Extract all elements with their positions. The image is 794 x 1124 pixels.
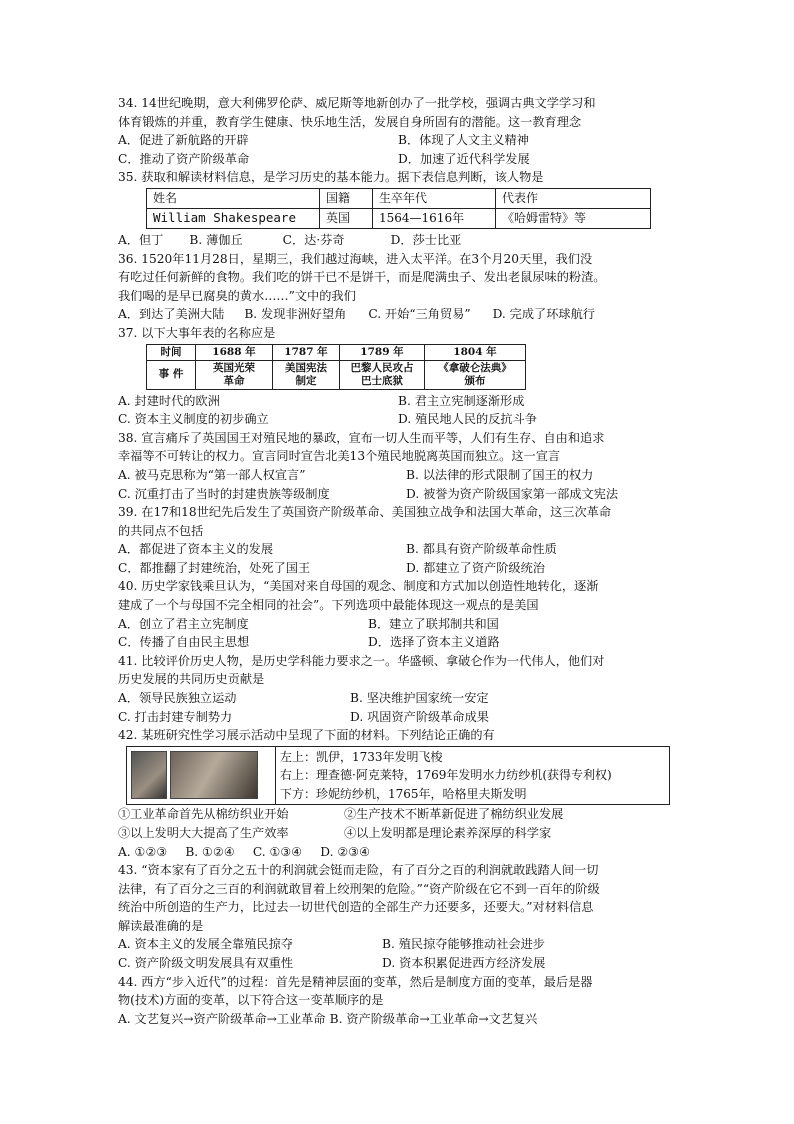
- question-stem: 42. 某班研究性学习展示活动中呈现了下面的材料。下列结论正确的有: [118, 728, 495, 743]
- option-d: D. 都建立了资产阶级统治: [406, 560, 545, 575]
- event-line: 革命: [223, 374, 245, 387]
- option-a: A. 资本主义的发展全靠殖民掠夺: [118, 937, 293, 952]
- option-d: D. 完成了环球航行: [492, 307, 595, 322]
- option-d: D. 被誉为资产阶级国家第一部成文宪法: [406, 486, 619, 501]
- option-c: C. 资产阶级文明发展具有双重性: [118, 956, 294, 971]
- option-b: B. 资产阶级革命→工业革命→文艺复兴: [329, 1011, 538, 1026]
- table-row: [147, 360, 526, 389]
- person-info-table: [146, 188, 651, 229]
- options: [118, 615, 678, 652]
- table-row: [127, 746, 670, 805]
- event-line: 颁布: [464, 374, 486, 387]
- table-header: 生卒年代: [373, 188, 496, 208]
- options: [118, 689, 678, 726]
- material-line: 左上：凯伊，1733年发明飞梭: [280, 749, 443, 764]
- question-stem: 统治中所创造的生产力，比过去一切世代创造的全部生产力还要多，还要大。”对材料信息: [118, 900, 594, 915]
- material-line: 右上：理查德·阿克莱特，1769年发明水力纺纱机(获得专利权): [280, 768, 612, 783]
- question-stem: 43. “资本家有了百分之五十的利润就会铤而走险，有了百分之百的利润就敢践踏人间一切: [118, 863, 599, 878]
- option-a: A．创立了君主立宪制度: [118, 616, 249, 631]
- option-c: C．达·芬奇: [282, 232, 345, 247]
- material-table: [126, 746, 670, 806]
- option-c: C. ①③④: [252, 844, 303, 859]
- table-cell: William Shakespeare: [147, 208, 320, 228]
- question-stem: 物(技术)方面的变革，以下符合这一变革顺序的是: [118, 993, 384, 1008]
- table-row: [147, 344, 526, 360]
- exam-page: [118, 94, 678, 1028]
- option-d: D．加速了近代科学发展: [398, 151, 530, 166]
- question-stem: 38. 宣言痛斥了英国国王对殖民地的暴政，宣布一切人生而平等，人们有生存、自由和追求: [118, 430, 605, 445]
- question-stem: 建成了一个与母国不完全相同的社会”。下列选项中最能体现这一观点的是美国: [118, 598, 539, 613]
- question-stem: 历史发展的共同历史贡献是: [118, 672, 265, 687]
- question-stem: 37. 以下大事年表的名称应是: [118, 325, 276, 340]
- question-stem: 有吃过任何新鲜的食物。我们吃的饼干已不是饼干，而是爬满虫子、发出老鼠尿味的粉渣。: [118, 270, 606, 285]
- option-b: B. 殖民掠夺能够推动社会进步: [382, 937, 545, 952]
- options: [118, 843, 678, 862]
- options: [118, 540, 678, 577]
- options: [118, 935, 678, 972]
- question-stem: 法律，有了百分之三百的利润就敢冒着上绞刑架的危险。”“资产阶级在它不到一百年的阶级: [118, 881, 600, 896]
- table-cell: 1804 年: [425, 344, 526, 360]
- table-header: 姓名: [147, 188, 320, 208]
- statement-3: ③以上发明大大提高了生产效率: [118, 825, 289, 840]
- statement-4: ④以上发明都是理论素养深厚的科学家: [344, 825, 552, 840]
- options: [118, 231, 678, 250]
- question-stem: 34. 14世纪晚期，意大利佛罗伦萨、威尼斯等地新创办了一批学校，强调古典文学学习和: [118, 96, 596, 110]
- option-c: C. 资本主义制度的初步确立: [118, 412, 269, 427]
- option-a: A. 封建时代的欧洲: [118, 393, 220, 408]
- options: [118, 1010, 678, 1029]
- table-row: [147, 188, 651, 208]
- spinning-machine-photo: [170, 751, 258, 799]
- question-41: [118, 652, 678, 726]
- question-stem: 44. 西方“步入近代”的过程：首先是精神层面的变革，然后是制度方面的变革，最后是器: [118, 974, 593, 989]
- option-b: B. 坚决维护国家统一安定: [350, 691, 489, 706]
- option-b: B. 薄伽丘: [189, 232, 243, 247]
- option-d: D. 资本积累促进西方经济发展: [382, 956, 546, 971]
- flying-shuttle-photo: [131, 751, 167, 799]
- material-line: 下方：珍妮纺纱机，1765年，哈格里夫斯发明: [280, 786, 527, 801]
- table-cell: [425, 360, 526, 389]
- table-cell: 1564—1616年: [373, 208, 496, 228]
- question-43: [118, 861, 678, 973]
- material-text: [276, 746, 670, 805]
- table-cell: 《哈姆雷特》等: [496, 208, 651, 228]
- question-44: [118, 973, 678, 1029]
- material-images: [127, 746, 276, 805]
- table-header: 国籍: [320, 188, 373, 208]
- table-row: [147, 208, 651, 228]
- table-cell: 英国: [320, 208, 373, 228]
- option-b: B. 发现非洲好望角: [244, 307, 347, 322]
- option-c: C．都推翻了封建统治，处死了国王: [118, 560, 311, 575]
- option-b: B. ①②④: [185, 844, 235, 859]
- image-group: [131, 751, 271, 799]
- question-35: [118, 168, 678, 249]
- option-c: C．传播了自由民主思想: [118, 635, 250, 650]
- option-d: D. 殖民地人民的反抗斗争: [398, 412, 537, 427]
- question-stem: 幸福等不可转让的权力。宣言同时宣告北美13个殖民地脱离英国而独立。这一宣言: [118, 449, 561, 464]
- options: [118, 392, 678, 429]
- question-stem: 解读最准确的是: [118, 918, 204, 933]
- event-line: 美国宪法: [285, 361, 327, 374]
- option-a: A．到达了美洲大陆: [118, 307, 225, 322]
- option-b: B．体现了人文主义精神: [398, 133, 529, 148]
- statements: [118, 805, 678, 842]
- question-42: [118, 726, 678, 861]
- question-38: [118, 429, 678, 503]
- option-d: D．选择了资本主义道路: [368, 635, 500, 650]
- option-a: A．领导民族独立运动: [118, 691, 237, 706]
- question-stem: 40. 历史学家钱乘旦认为，“美国对来自母国的观念、制度和方式加以创造性地转化，逐渐: [118, 579, 599, 594]
- option-b: B. 以法律的形式限制了国王的权力: [406, 467, 594, 482]
- statement-1: ①工业革命首先从棉纺织业开始: [118, 807, 289, 822]
- event-line: 英国光荣: [213, 361, 255, 374]
- option-b: B．建立了联邦制共和国: [368, 616, 499, 631]
- event-line: 制定: [295, 374, 317, 387]
- table-cell: 1688 年: [196, 344, 273, 360]
- option-a: A．都促进了资本主义的发展: [118, 542, 274, 557]
- chronology-table: [146, 344, 526, 390]
- question-37: [118, 324, 678, 429]
- question-stem: 体育锻炼的并重，教育学生健康、快乐地生活，发展自身所固有的潜能。这一教育理念: [118, 114, 582, 129]
- question-stem: 36. 1520年11月28日，星期三，我们越过海峡，进入太平洋。在3个月20天里，我们没: [118, 251, 593, 266]
- table-cell: [196, 360, 273, 389]
- options: [118, 305, 678, 324]
- option-b: B. 都具有资产阶级革命性质: [406, 542, 557, 557]
- option-d: D. 巩固资产阶级革命成果: [350, 709, 489, 724]
- question-stem: 35. 获取和解读材料信息，是学习历史的基本能力。据下表信息判断，该人物是: [118, 170, 544, 185]
- question-stem: 我们喝的是早已腐臭的黄水……”文中的我们: [118, 288, 356, 303]
- question-stem: 39. 在17和18世纪先后发生了英国资产阶级革命、美国独立战争和法国大革命，这三次革命: [118, 505, 612, 520]
- option-c: C．推动了资产阶级革命: [118, 151, 250, 166]
- question-40: [118, 577, 678, 651]
- table-header: 时间: [147, 344, 196, 360]
- table-cell: 1789 年: [340, 344, 425, 360]
- table-header: 事 件: [147, 360, 196, 389]
- option-d: D．莎士比亚: [390, 232, 462, 247]
- table-cell: [340, 360, 425, 389]
- option-a: A. 文艺复兴→资产阶级革命→工业革命: [118, 1011, 326, 1026]
- option-c: C. 沉重打击了当时的封建贵族等级制度: [118, 486, 330, 501]
- options: [118, 131, 678, 168]
- event-line: 《拿破仑法典》: [438, 361, 512, 374]
- event-line: 巴士底狱: [361, 374, 403, 387]
- table-cell: [273, 360, 340, 389]
- question-36: [118, 250, 678, 324]
- table-header: 代表作: [496, 188, 651, 208]
- statement-2: ②生产技术不断革新促进了棉纺织业发展: [344, 807, 564, 822]
- question-39: [118, 503, 678, 577]
- options: [118, 466, 678, 503]
- option-b: B. 君主立宪制逐渐形成: [398, 393, 525, 408]
- option-a: A. 被马克思称为“第一部人权宣言”: [118, 467, 306, 482]
- question-stem: 的共同点不包括: [118, 523, 204, 538]
- option-c: C. 打击封建专制势力: [118, 709, 233, 724]
- option-a: A．但丁: [118, 232, 164, 247]
- event-line: 巴黎人民攻占: [350, 361, 414, 374]
- option-a: A. ①②③: [118, 844, 168, 859]
- option-c: C. 开始“三角贸易”: [368, 307, 471, 322]
- table-cell: 1787 年: [273, 344, 340, 360]
- option-d: D. ②③④: [320, 844, 371, 859]
- question-34: [118, 94, 678, 168]
- question-stem: 41. 比较评价历史人物，是历史学科能力要求之一。华盛顿、拿破仑作为一代伟人，他们对: [118, 653, 605, 668]
- option-a: A．促进了新航路的开辟: [118, 133, 249, 148]
